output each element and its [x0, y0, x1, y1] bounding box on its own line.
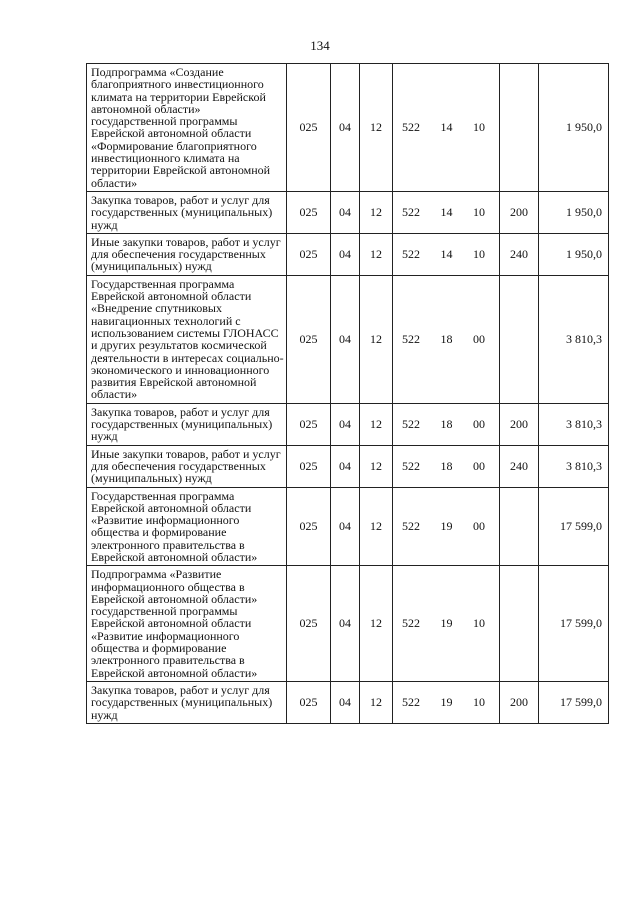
expense-type: 200: [500, 681, 539, 723]
ministry-code: 025: [287, 191, 331, 233]
ministry-code: 025: [287, 233, 331, 275]
target-part-1: 522: [402, 247, 420, 262]
amount: 17 599,0: [539, 487, 609, 566]
target-part-1: 522: [402, 616, 420, 631]
section-code: 04: [331, 403, 360, 445]
ministry-code: 025: [287, 64, 331, 192]
subsection-code: 12: [360, 403, 393, 445]
ministry-code: 025: [287, 275, 331, 403]
target-part-1: 522: [402, 519, 420, 534]
target-part-2: 19: [440, 616, 453, 631]
expense-type: 240: [500, 233, 539, 275]
ministry-code: 025: [287, 445, 331, 487]
expense-type: 240: [500, 445, 539, 487]
section-code: 04: [331, 191, 360, 233]
target-part-2: 18: [440, 332, 453, 347]
target-part-3: 00: [473, 458, 485, 473]
section-code: 04: [331, 64, 360, 192]
amount: 17 599,0: [539, 566, 609, 682]
section-code: 04: [331, 681, 360, 723]
target-part-2: 19: [440, 695, 453, 710]
target-part-2: 18: [440, 417, 453, 432]
ministry-code: 025: [287, 487, 331, 566]
item-name: Подпрограмма «Создание благоприятного инвестиционного климата на территории Еврейской автономной области» государственной программы Еврейской автономной области «Формирование благоприятного инвестиционного климата на территории Еврейской автономной области»: [87, 64, 287, 192]
target-part-3: 00: [473, 332, 485, 347]
expense-type: [500, 64, 539, 192]
ministry-code: 025: [287, 681, 331, 723]
item-name: Закупка товаров, работ и услуг для государственных (муниципальных) нужд: [87, 403, 287, 445]
target-part-3: 10: [473, 205, 485, 220]
target-part-3: 10: [473, 120, 485, 135]
amount: 1 950,0: [539, 64, 609, 192]
subsection-code: 12: [360, 681, 393, 723]
amount: 1 950,0: [539, 191, 609, 233]
target-part-1: 522: [402, 417, 420, 432]
subsection-code: 12: [360, 233, 393, 275]
target-part-1: 522: [402, 120, 420, 135]
target-part-3: 10: [473, 247, 485, 262]
expense-type: 200: [500, 191, 539, 233]
expense-type: [500, 566, 539, 682]
item-name: Закупка товаров, работ и услуг для государственных (муниципальных) нужд: [87, 191, 287, 233]
subsection-code: 12: [360, 445, 393, 487]
amount: 3 810,3: [539, 445, 609, 487]
target-part-1: 522: [402, 458, 420, 473]
item-name: Закупка товаров, работ и услуг для государственных (муниципальных) нужд: [87, 681, 287, 723]
table-body: [87, 64, 609, 724]
target-article: [393, 275, 500, 403]
target-article: [393, 191, 500, 233]
expense-type: [500, 487, 539, 566]
section-code: 04: [331, 566, 360, 682]
section-code: 04: [331, 275, 360, 403]
expense-type: [500, 275, 539, 403]
target-part-2: 18: [440, 458, 453, 473]
target-part-2: 14: [440, 205, 453, 220]
target-part-1: 522: [402, 695, 420, 710]
amount: 1 950,0: [539, 233, 609, 275]
target-part-3: 10: [473, 695, 485, 710]
target-part-2: 19: [440, 519, 453, 534]
target-article: [393, 487, 500, 566]
ministry-code: 025: [287, 403, 331, 445]
table-row: [87, 445, 609, 487]
expense-type: 200: [500, 403, 539, 445]
target-part-1: 522: [402, 332, 420, 347]
item-name: Иные закупки товаров, работ и услуг для обеспечения государственных (муниципальных) нужд: [87, 233, 287, 275]
item-name: Подпрограмма «Развитие информационного общества в Еврейской автономной области» государственной программы Еврейской автономной области «Развитие информационного общества и формирование электронного правительства в Еврейской автономной области»: [87, 566, 287, 682]
item-name: Государственная программа Еврейской автономной области «Развитие информационного общества и формирование электронного правительства в Еврейской автономной области»: [87, 487, 287, 566]
target-part-2: 14: [440, 120, 453, 135]
table-row: [87, 233, 609, 275]
subsection-code: 12: [360, 487, 393, 566]
section-code: 04: [331, 487, 360, 566]
amount: 3 810,3: [539, 403, 609, 445]
budget-table: [86, 63, 609, 724]
page-number: 134: [310, 38, 330, 53]
subsection-code: 12: [360, 191, 393, 233]
table-row: [87, 403, 609, 445]
target-article: [393, 566, 500, 682]
target-article: [393, 64, 500, 192]
ministry-code: 025: [287, 566, 331, 682]
item-name: Государственная программа Еврейской автономной области «Внедрение спутниковых навигационных технологий с использованием системы ГЛОНАСС и других результатов космической деятельности в интересах социально-экономического и инновационного развития Еврейской автономной области»: [87, 275, 287, 403]
target-part-3: 10: [473, 616, 485, 631]
target-part-3: 00: [473, 417, 485, 432]
section-code: 04: [331, 233, 360, 275]
target-part-1: 522: [402, 205, 420, 220]
section-code: 04: [331, 445, 360, 487]
target-article: [393, 681, 500, 723]
amount: 17 599,0: [539, 681, 609, 723]
target-part-3: 00: [473, 519, 485, 534]
subsection-code: 12: [360, 64, 393, 192]
target-part-2: 14: [440, 247, 453, 262]
table-row: [87, 681, 609, 723]
subsection-code: 12: [360, 275, 393, 403]
target-article: [393, 233, 500, 275]
subsection-code: 12: [360, 566, 393, 682]
table-row: [87, 275, 609, 403]
table-row: [87, 64, 609, 192]
table-row: [87, 566, 609, 682]
table-row: [87, 487, 609, 566]
target-article: [393, 403, 500, 445]
amount: 3 810,3: [539, 275, 609, 403]
target-article: [393, 445, 500, 487]
table-row: [87, 191, 609, 233]
item-name: Иные закупки товаров, работ и услуг для обеспечения государственных (муниципальных) нужд: [87, 445, 287, 487]
